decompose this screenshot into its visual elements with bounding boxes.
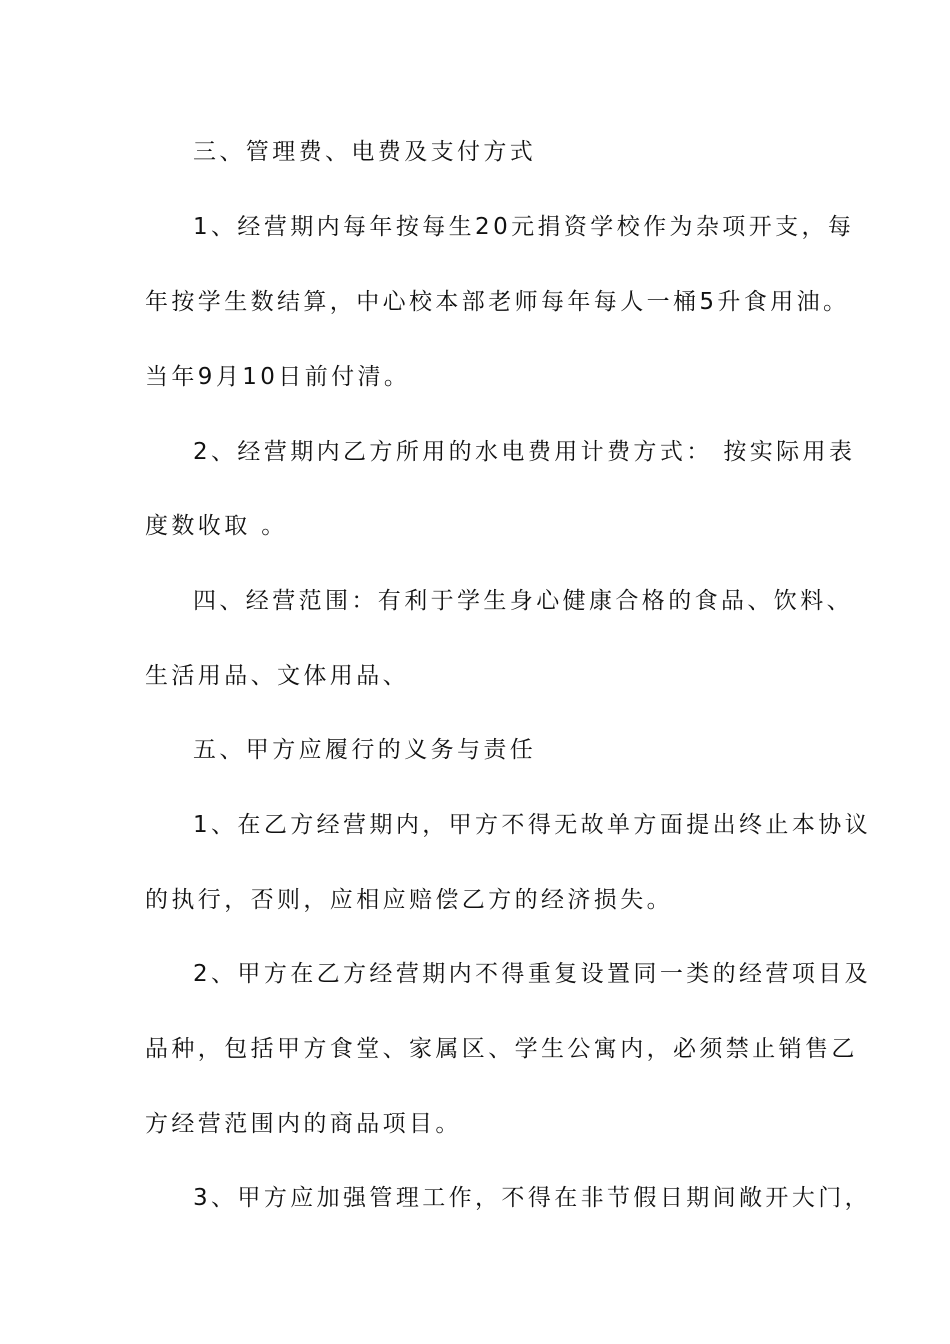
paragraph-line: 品种，包括甲方食堂、家属区、学生公寓内，必须禁止销售乙 xyxy=(145,1036,858,1062)
section-heading-3: 三、管理费、电费及支付方式 xyxy=(193,139,537,165)
paragraph-line: 1、经营期内每年按每生20元捐资学校作为杂项开支，每 xyxy=(193,214,855,240)
paragraph-line: 度数收取 。 xyxy=(145,513,288,539)
paragraph-line: 2、经营期内乙方所用的水电费用计费方式： 按实际用表 xyxy=(193,439,856,465)
section-heading-5: 五、甲方应履行的义务与责任 xyxy=(193,737,537,763)
section-heading-4: 四、经营范围：有利于学生身心健康合格的食品、饮料、 xyxy=(193,588,853,614)
paragraph-line: 当年9月10日前付清。 xyxy=(145,364,411,390)
paragraph-line: 方经营范围内的商品项目。 xyxy=(145,1111,462,1137)
paragraph-line: 3、甲方应加强管理工作，不得在非节假日期间敞开大门， xyxy=(193,1185,872,1211)
paragraph-line: 生活用品、文体用品、 xyxy=(145,663,409,689)
paragraph-line: 年按学生数结算，中心校本部老师每年每人一桶5升食用油。 xyxy=(145,289,850,315)
paragraph-line: 2、甲方在乙方经营期内不得重复设置同一类的经营项目及 xyxy=(193,961,872,987)
paragraph-line: 1、在乙方经营期内，甲方不得无故单方面提出终止本协议 xyxy=(193,812,872,838)
paragraph-line: 的执行，否则，应相应赔偿乙方的经济损失。 xyxy=(145,887,673,913)
